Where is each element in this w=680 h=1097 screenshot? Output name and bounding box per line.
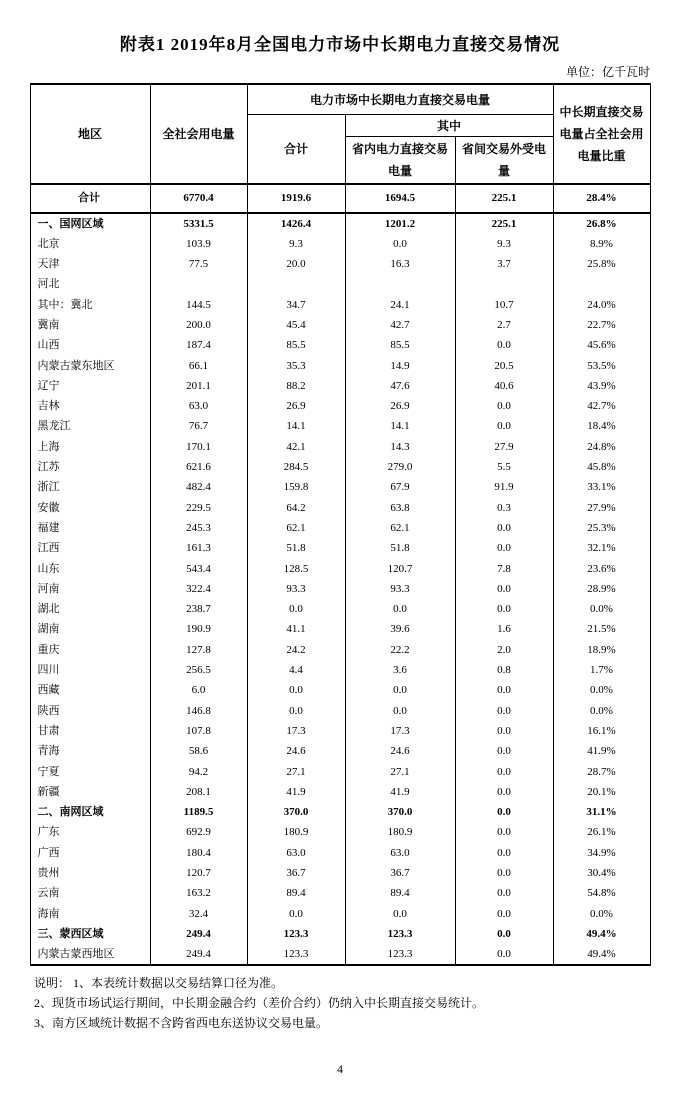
region-cell: 四川 [30, 660, 150, 680]
value-cell: 93.3 [345, 579, 455, 599]
value-cell: 1426.4 [247, 213, 345, 234]
value-cell: 163.2 [150, 883, 247, 903]
value-cell: 482.4 [150, 477, 247, 497]
value-cell [553, 274, 650, 294]
value-cell: 28.4% [553, 184, 650, 213]
value-cell: 370.0 [247, 802, 345, 822]
value-cell: 159.8 [247, 477, 345, 497]
region-cell: 内蒙古蒙东地区 [30, 356, 150, 376]
value-cell: 33.1% [553, 477, 650, 497]
value-cell: 18.4% [553, 416, 650, 436]
value-cell: 41.9 [345, 782, 455, 802]
header-inter-provincial: 省间交易外受电量 [455, 136, 553, 184]
table-row [30, 944, 650, 965]
value-cell: 4.4 [247, 660, 345, 680]
value-cell: 25.8% [553, 254, 650, 274]
notes-label: 说明： [34, 976, 71, 991]
value-cell: 76.7 [150, 416, 247, 436]
region-cell: 云南 [30, 883, 150, 903]
region-cell: 甘肃 [30, 721, 150, 741]
region-cell: 海南 [30, 904, 150, 924]
value-cell: 146.8 [150, 701, 247, 721]
value-cell: 49.4% [553, 944, 650, 965]
value-cell: 14.3 [345, 437, 455, 457]
table-row [30, 883, 650, 903]
value-cell: 62.1 [345, 518, 455, 538]
value-cell: 41.1 [247, 619, 345, 639]
value-cell: 85.5 [345, 335, 455, 355]
value-cell: 25.3% [553, 518, 650, 538]
value-cell: 1694.5 [345, 184, 455, 213]
table-row [30, 437, 650, 457]
value-cell: 41.9 [247, 782, 345, 802]
region-cell: 青海 [30, 741, 150, 761]
value-cell: 0.0 [455, 863, 553, 883]
value-cell: 9.3 [455, 234, 553, 254]
value-cell: 0.0% [553, 904, 650, 924]
value-cell: 89.4 [247, 883, 345, 903]
region-cell: 浙江 [30, 477, 150, 497]
table-row [30, 599, 650, 619]
value-cell: 0.0 [455, 904, 553, 924]
value-cell: 0.0 [455, 924, 553, 944]
table-row [30, 721, 650, 741]
value-cell: 120.7 [150, 863, 247, 883]
header-total-consumption: 全社会用电量 [150, 84, 247, 184]
table-row [30, 274, 650, 294]
table-row [30, 457, 650, 477]
value-cell: 16.3 [345, 254, 455, 274]
value-cell: 36.7 [345, 863, 455, 883]
value-cell: 0.0 [247, 904, 345, 924]
region-cell: 安徽 [30, 498, 150, 518]
region-cell: 合计 [30, 184, 150, 213]
value-cell: 27.1 [345, 762, 455, 782]
value-cell: 42.7% [553, 396, 650, 416]
table-row [30, 579, 650, 599]
value-cell: 0.0 [247, 680, 345, 700]
value-cell: 161.3 [150, 538, 247, 558]
value-cell: 42.7 [345, 315, 455, 335]
value-cell: 0.0 [455, 416, 553, 436]
value-cell: 63.0 [345, 843, 455, 863]
value-cell: 0.0 [455, 680, 553, 700]
value-cell: 45.8% [553, 457, 650, 477]
value-cell: 26.9 [247, 396, 345, 416]
region-cell: 山东 [30, 559, 150, 579]
value-cell [150, 274, 247, 294]
value-cell: 18.9% [553, 640, 650, 660]
region-cell: 广东 [30, 822, 150, 842]
region-cell: 河北 [30, 274, 150, 294]
value-cell: 249.4 [150, 924, 247, 944]
value-cell: 91.9 [455, 477, 553, 497]
table-row [30, 701, 650, 721]
value-cell: 32.4 [150, 904, 247, 924]
table-row [30, 538, 650, 558]
value-cell: 93.3 [247, 579, 345, 599]
value-cell: 22.7% [553, 315, 650, 335]
value-cell: 0.0 [455, 538, 553, 558]
table-row [30, 295, 650, 315]
value-cell: 20.1% [553, 782, 650, 802]
value-cell: 27.1 [247, 762, 345, 782]
value-cell: 144.5 [150, 295, 247, 315]
region-cell: 江西 [30, 538, 150, 558]
table-row [30, 254, 650, 274]
region-cell: 辽宁 [30, 376, 150, 396]
value-cell: 20.5 [455, 356, 553, 376]
page-title: 附表1 2019年8月全国电力市场中长期电力直接交易情况 [119, 35, 561, 54]
table-row [30, 741, 650, 761]
value-cell: 34.7 [247, 295, 345, 315]
value-cell: 1.6 [455, 619, 553, 639]
value-cell: 24.8% [553, 437, 650, 457]
region-cell: 三、蒙西区域 [30, 924, 150, 944]
region-cell: 内蒙古蒙西地区 [30, 944, 150, 965]
data-table [30, 83, 651, 966]
value-cell: 0.0 [455, 822, 553, 842]
table-row [30, 660, 650, 680]
value-cell: 26.9 [345, 396, 455, 416]
value-cell: 0.0% [553, 599, 650, 619]
table-row [30, 315, 650, 335]
note-line-3 [30, 1013, 650, 1033]
value-cell: 36.7 [247, 863, 345, 883]
note-item-3: 3、南方区域统计数据不含跨省西电东送协议交易电量。 [34, 1016, 329, 1031]
region-cell: 天津 [30, 254, 150, 274]
region-cell: 其中：冀北 [30, 295, 150, 315]
table-row [30, 924, 650, 944]
table-row [30, 640, 650, 660]
region-cell: 湖北 [30, 599, 150, 619]
region-cell: 湖南 [30, 619, 150, 639]
value-cell: 1919.6 [247, 184, 345, 213]
value-cell: 24.6 [345, 741, 455, 761]
value-cell: 51.8 [345, 538, 455, 558]
table-header [30, 84, 650, 184]
value-cell: 0.3 [455, 498, 553, 518]
value-cell: 17.3 [247, 721, 345, 741]
value-cell: 1189.5 [150, 802, 247, 822]
value-cell: 0.0 [455, 944, 553, 965]
value-cell: 229.5 [150, 498, 247, 518]
value-cell: 208.1 [150, 782, 247, 802]
table-row [30, 863, 650, 883]
value-cell: 54.8% [553, 883, 650, 903]
value-cell: 200.0 [150, 315, 247, 335]
value-cell: 180.9 [247, 822, 345, 842]
value-cell: 0.0 [455, 843, 553, 863]
header-share: 中长期直接交易电量占全社会用电量比重 [553, 84, 650, 184]
value-cell: 5.5 [455, 457, 553, 477]
region-cell: 河南 [30, 579, 150, 599]
value-cell: 24.2 [247, 640, 345, 660]
value-cell: 0.0 [455, 335, 553, 355]
region-cell: 一、国网区域 [30, 213, 150, 234]
table-row [30, 416, 650, 436]
region-cell: 西藏 [30, 680, 150, 700]
value-cell: 123.3 [345, 944, 455, 965]
value-cell: 0.0 [247, 599, 345, 619]
table-row [30, 619, 650, 639]
value-cell: 26.8% [553, 213, 650, 234]
value-cell: 28.7% [553, 762, 650, 782]
table-row [30, 335, 650, 355]
note-item-2: 2、现货市场试运行期间，中长期金融合约（差价合约）仍纳入中长期直接交易统计。 [34, 996, 485, 1011]
value-cell: 28.9% [553, 579, 650, 599]
table-body [30, 184, 650, 966]
region-cell: 上海 [30, 437, 150, 457]
region-cell: 新疆 [30, 782, 150, 802]
value-cell [455, 274, 553, 294]
value-cell: 123.3 [247, 944, 345, 965]
value-cell: 0.0 [345, 904, 455, 924]
value-cell: 2.0 [455, 640, 553, 660]
value-cell: 43.9% [553, 376, 650, 396]
value-cell: 238.7 [150, 599, 247, 619]
value-cell: 32.1% [553, 538, 650, 558]
value-cell: 8.9% [553, 234, 650, 254]
value-cell: 0.0 [455, 782, 553, 802]
unit-label: 单位：亿千瓦时 [565, 65, 650, 79]
value-cell: 621.6 [150, 457, 247, 477]
value-cell: 0.0 [455, 518, 553, 538]
value-cell: 39.6 [345, 619, 455, 639]
value-cell: 14.1 [247, 416, 345, 436]
table-row [30, 356, 650, 376]
region-cell: 陕西 [30, 701, 150, 721]
value-cell: 3.6 [345, 660, 455, 680]
region-cell: 福建 [30, 518, 150, 538]
value-cell: 14.9 [345, 356, 455, 376]
table-row [30, 376, 650, 396]
value-cell: 322.4 [150, 579, 247, 599]
value-cell: 225.1 [455, 184, 553, 213]
value-cell: 63.0 [247, 843, 345, 863]
value-cell [345, 274, 455, 294]
value-cell: 34.9% [553, 843, 650, 863]
value-cell: 77.5 [150, 254, 247, 274]
value-cell: 22.2 [345, 640, 455, 660]
value-cell: 120.7 [345, 559, 455, 579]
value-cell: 24.0% [553, 295, 650, 315]
value-cell: 53.5% [553, 356, 650, 376]
table-row [30, 559, 650, 579]
value-cell: 14.1 [345, 416, 455, 436]
value-cell: 0.0 [455, 579, 553, 599]
table-row [30, 802, 650, 822]
value-cell: 0.0 [455, 802, 553, 822]
header-subtotal: 合计 [247, 114, 345, 184]
value-cell: 107.8 [150, 721, 247, 741]
value-cell: 5331.5 [150, 213, 247, 234]
table-row [30, 822, 650, 842]
table-row [30, 680, 650, 700]
table-row [30, 843, 650, 863]
page-number: 4 [337, 1062, 343, 1076]
value-cell: 0.0 [247, 701, 345, 721]
value-cell: 180.9 [345, 822, 455, 842]
value-cell: 128.5 [247, 559, 345, 579]
value-cell: 279.0 [345, 457, 455, 477]
value-cell: 6.0 [150, 680, 247, 700]
value-cell: 64.2 [247, 498, 345, 518]
value-cell: 2.7 [455, 315, 553, 335]
note-line-1 [30, 973, 650, 993]
value-cell: 0.0 [345, 701, 455, 721]
value-cell: 187.4 [150, 335, 247, 355]
value-cell: 0.0 [345, 680, 455, 700]
value-cell: 27.9 [455, 437, 553, 457]
value-cell: 41.9% [553, 741, 650, 761]
value-cell: 0.0 [455, 741, 553, 761]
value-cell: 24.1 [345, 295, 455, 315]
value-cell: 62.1 [247, 518, 345, 538]
value-cell: 170.1 [150, 437, 247, 457]
region-cell: 山西 [30, 335, 150, 355]
value-cell: 10.7 [455, 295, 553, 315]
region-cell: 广西 [30, 843, 150, 863]
value-cell: 24.6 [247, 741, 345, 761]
region-cell: 黑龙江 [30, 416, 150, 436]
value-cell: 63.8 [345, 498, 455, 518]
value-cell: 0.0 [455, 762, 553, 782]
notes-section [30, 973, 650, 1033]
value-cell: 26.1% [553, 822, 650, 842]
value-cell: 47.6 [345, 376, 455, 396]
value-cell [247, 274, 345, 294]
value-cell: 27.9% [553, 498, 650, 518]
value-cell: 35.3 [247, 356, 345, 376]
value-cell: 31.1% [553, 802, 650, 822]
value-cell: 0.8 [455, 660, 553, 680]
table-row [30, 762, 650, 782]
table-row [30, 782, 650, 802]
value-cell: 9.3 [247, 234, 345, 254]
value-cell: 45.4 [247, 315, 345, 335]
value-cell: 127.8 [150, 640, 247, 660]
value-cell: 23.6% [553, 559, 650, 579]
region-cell: 冀南 [30, 315, 150, 335]
table-row [30, 234, 650, 254]
value-cell: 88.2 [247, 376, 345, 396]
value-cell: 0.0 [455, 396, 553, 416]
value-cell: 66.1 [150, 356, 247, 376]
value-cell: 89.4 [345, 883, 455, 903]
value-cell: 67.9 [345, 477, 455, 497]
region-cell: 贵州 [30, 863, 150, 883]
value-cell: 16.1% [553, 721, 650, 741]
value-cell: 0.0 [455, 721, 553, 741]
region-cell: 宁夏 [30, 762, 150, 782]
region-cell: 吉林 [30, 396, 150, 416]
value-cell: 49.4% [553, 924, 650, 944]
value-cell: 284.5 [247, 457, 345, 477]
value-cell: 123.3 [247, 924, 345, 944]
value-cell: 0.0% [553, 701, 650, 721]
value-cell: 0.0 [455, 599, 553, 619]
value-cell: 225.1 [455, 213, 553, 234]
value-cell: 201.1 [150, 376, 247, 396]
value-cell: 85.5 [247, 335, 345, 355]
table-row [30, 518, 650, 538]
table-row [30, 396, 650, 416]
value-cell: 0.0 [345, 234, 455, 254]
value-cell: 40.6 [455, 376, 553, 396]
value-cell: 256.5 [150, 660, 247, 680]
value-cell: 0.0% [553, 680, 650, 700]
region-cell: 重庆 [30, 640, 150, 660]
region-cell: 二、南网区域 [30, 802, 150, 822]
header-intra-provincial: 省内电力直接交易电量 [345, 136, 455, 184]
header-region: 地区 [30, 84, 150, 184]
region-cell: 北京 [30, 234, 150, 254]
value-cell: 370.0 [345, 802, 455, 822]
value-cell: 123.3 [345, 924, 455, 944]
region-cell: 江苏 [30, 457, 150, 477]
value-cell: 692.9 [150, 822, 247, 842]
value-cell: 17.3 [345, 721, 455, 741]
table-row [30, 477, 650, 497]
value-cell: 543.4 [150, 559, 247, 579]
value-cell: 1.7% [553, 660, 650, 680]
value-cell: 245.3 [150, 518, 247, 538]
value-cell: 103.9 [150, 234, 247, 254]
value-cell: 94.2 [150, 762, 247, 782]
table-row [30, 213, 650, 234]
table-row [30, 184, 650, 213]
value-cell: 20.0 [247, 254, 345, 274]
note-item-1: 1、本表统计数据以交易结算口径为准。 [73, 976, 284, 991]
note-line-2 [30, 993, 650, 1013]
value-cell: 51.8 [247, 538, 345, 558]
value-cell: 190.9 [150, 619, 247, 639]
value-cell: 63.0 [150, 396, 247, 416]
value-cell: 0.0 [455, 701, 553, 721]
value-cell: 249.4 [150, 944, 247, 965]
header-among-which: 其中 [345, 114, 553, 136]
value-cell: 6770.4 [150, 184, 247, 213]
value-cell: 180.4 [150, 843, 247, 863]
value-cell: 45.6% [553, 335, 650, 355]
table-row [30, 904, 650, 924]
value-cell: 1201.2 [345, 213, 455, 234]
value-cell: 7.8 [455, 559, 553, 579]
value-cell: 42.1 [247, 437, 345, 457]
value-cell: 58.6 [150, 741, 247, 761]
table-row [30, 498, 650, 518]
header-market-group: 电力市场中长期电力直接交易电量 [247, 84, 553, 114]
value-cell: 30.4% [553, 863, 650, 883]
value-cell: 3.7 [455, 254, 553, 274]
value-cell: 0.0 [455, 883, 553, 903]
value-cell: 21.5% [553, 619, 650, 639]
value-cell: 0.0 [345, 599, 455, 619]
